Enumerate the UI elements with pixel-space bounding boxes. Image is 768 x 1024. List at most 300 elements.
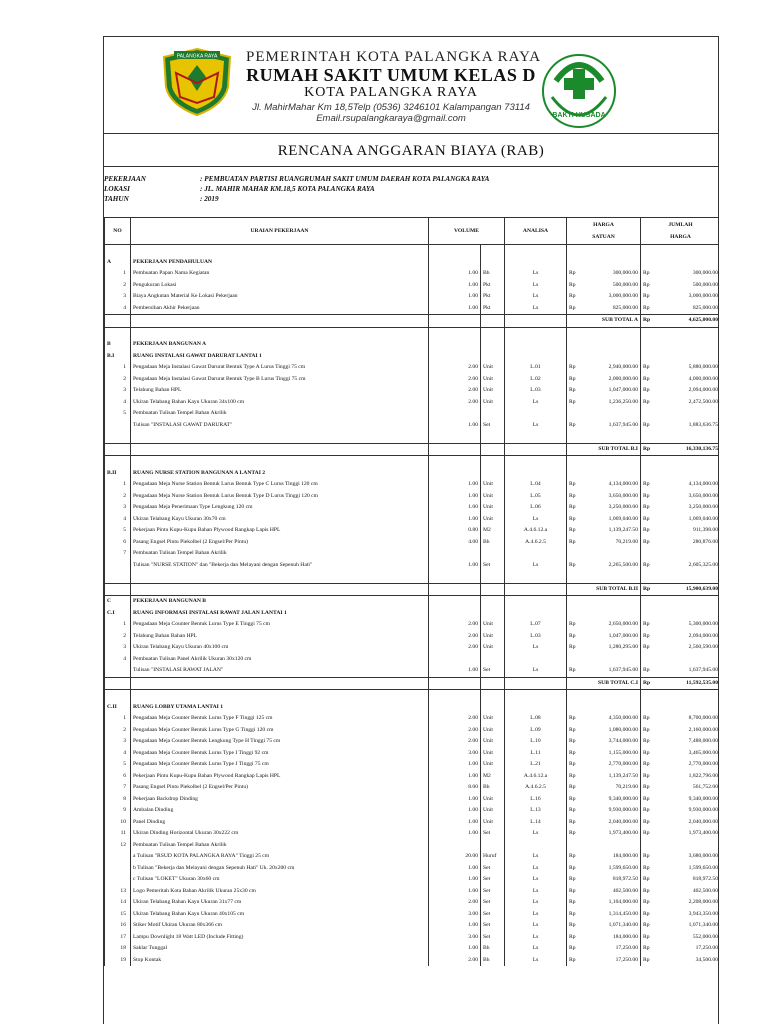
table-row (105, 502, 720, 514)
empty-cell (505, 702, 567, 714)
item-unit-price: 1,139,247.50 (583, 525, 641, 537)
section-code: C.I (105, 608, 131, 620)
table-row (105, 408, 720, 420)
item-total-price: 34,500.00 (655, 955, 720, 967)
item-unit: Bh (481, 268, 505, 280)
empty-cell (505, 257, 567, 269)
item-total-price: 2,472,500.00 (655, 397, 720, 409)
item-volume: 8.00 (429, 782, 481, 794)
item-total-currency: Rp (641, 502, 655, 514)
item-description: Ambalan Dinding (131, 805, 429, 817)
item-unit-price: 402,500.00 (583, 886, 641, 898)
item-price-currency: Rp (567, 805, 583, 817)
item-unit-price: 17,250.00 (583, 955, 641, 967)
table-row (105, 548, 720, 560)
section-header-row (105, 468, 720, 480)
empty-cell (655, 702, 720, 714)
item-unit-price: 9,930,000.00 (583, 805, 641, 817)
item-unit-price (583, 548, 641, 560)
table-row (105, 642, 720, 654)
item-number: 10 (105, 817, 131, 829)
item-volume: 1.00 (429, 863, 481, 875)
table-row (105, 713, 720, 725)
item-unit-price: 2,000,000.00 (583, 374, 641, 386)
header-no: NO (105, 218, 131, 245)
empty-cell (429, 583, 481, 596)
blank-cell (481, 690, 505, 702)
item-unit-price (583, 654, 641, 666)
item-description: Pengadaan Meja Instalasi Gawat Darurat Bentuk Type A Lurus Tinggi 75 cm (131, 362, 429, 374)
item-analisa: Ls (505, 665, 567, 677)
blank-cell (583, 456, 641, 468)
item-volume: 3.00 (429, 932, 481, 944)
empty-cell (429, 443, 481, 456)
item-total-price: 300,000.00 (655, 268, 720, 280)
blank-cell (505, 571, 567, 583)
subtotal-amount: 4,625,000.00 (655, 315, 720, 328)
item-unit: Set (481, 665, 505, 677)
empty-cell (583, 608, 641, 620)
blank-cell (429, 456, 481, 468)
item-total-price: 3,943,350.00 (655, 909, 720, 921)
blank-cell (105, 327, 131, 339)
item-description: Pengadaan Meja Counter Bentuk Lurus Type G Tinggi 120 cm (131, 725, 429, 737)
item-volume: 1.00 (429, 828, 481, 840)
subtotal-currency: Rp (641, 677, 655, 690)
header-uraian: URAIAN PEKERJAAN (131, 218, 429, 245)
blank-cell (567, 327, 583, 339)
item-price-currency: Rp (567, 491, 583, 503)
blank-cell (641, 571, 655, 583)
item-price-currency (567, 840, 583, 852)
section-code: B (105, 339, 131, 351)
item-total-price: 2,770,000.00 (655, 759, 720, 771)
item-analisa: L.08 (505, 713, 567, 725)
item-number: 2 (105, 491, 131, 503)
item-volume: 2.00 (429, 713, 481, 725)
blank-cell (429, 431, 481, 443)
table-header-row (105, 218, 720, 245)
empty-cell (641, 596, 655, 608)
item-unit: Set (481, 932, 505, 944)
section-title: RUANG INFORMASI INSTALASI RAWAT JALAN LANTAI 1 (131, 608, 429, 620)
blank-cell (481, 245, 505, 257)
item-total-currency: Rp (641, 491, 655, 503)
item-description: Stiker Motif Ukiran Ukuran 80x366 cm (131, 920, 429, 932)
empty-cell (641, 339, 655, 351)
item-unit: Unit (481, 713, 505, 725)
header-jumlah-harga (641, 218, 720, 245)
item-unit-price: 70,219.00 (583, 537, 641, 549)
item-unit: Unit (481, 794, 505, 806)
item-price-currency: Rp (567, 420, 583, 432)
item-number: 7 (105, 548, 131, 560)
item-description: Pembuatan Tulisan Tempel Bahan Akrilik (131, 548, 429, 560)
item-price-currency: Rp (567, 713, 583, 725)
blank-row (105, 327, 720, 339)
item-total-currency: Rp (641, 725, 655, 737)
item-description: Pembersihan Akhir Pekerjaan (131, 303, 429, 315)
subtotal-amount: 15,900,639.00 (655, 583, 720, 596)
item-analisa: Ls (505, 828, 567, 840)
item-unit-price: 1,314,450.00 (583, 909, 641, 921)
blank-cell (429, 690, 481, 702)
table-row (105, 268, 720, 280)
blank-cell (655, 690, 720, 702)
section-header-row (105, 596, 720, 608)
item-analisa: Ls (505, 874, 567, 886)
item-price-currency: Rp (567, 362, 583, 374)
item-volume: 1.00 (429, 291, 481, 303)
table-row (105, 759, 720, 771)
item-unit-price: 1,973,400.00 (583, 828, 641, 840)
item-unit: Unit (481, 642, 505, 654)
subtotal-row (105, 315, 720, 328)
item-description: Pembuatan Tulisan Panel Akrilik Ukuran 30x120 cm (131, 654, 429, 666)
item-analisa: L.04 (505, 479, 567, 491)
item-total-price: 3,650,000.00 (655, 491, 720, 503)
empty-cell (655, 339, 720, 351)
item-unit (481, 548, 505, 560)
table-row (105, 479, 720, 491)
item-number: 8 (105, 794, 131, 806)
empty-cell (481, 339, 505, 351)
blank-cell (131, 456, 429, 468)
item-total-price: 825,000.00 (655, 303, 720, 315)
item-total-price: 5,880,000.00 (655, 362, 720, 374)
item-price-currency: Rp (567, 817, 583, 829)
empty-cell (583, 596, 641, 608)
item-volume: 2.00 (429, 397, 481, 409)
item-total-price: 1,071,340.00 (655, 920, 720, 932)
meta-label-tahun: TAHUN (104, 195, 129, 203)
item-unit: Pkt (481, 303, 505, 315)
empty-cell (481, 583, 505, 596)
item-total-currency: Rp (641, 828, 655, 840)
item-analisa: L.02 (505, 374, 567, 386)
item-volume: 1.00 (429, 479, 481, 491)
section-title: RUANG LOBBY UTAMA LANTAI 1 (131, 702, 429, 714)
blank-cell (105, 456, 131, 468)
table-row (105, 932, 720, 944)
item-unit-price (583, 408, 641, 420)
item-volume: 1.00 (429, 874, 481, 886)
section-title: PEKERJAAN BANGUNAN A (131, 339, 429, 351)
item-total-currency: Rp (641, 537, 655, 549)
item-volume: 2.00 (429, 362, 481, 374)
item-volume (429, 408, 481, 420)
item-unit: Unit (481, 374, 505, 386)
item-price-currency: Rp (567, 828, 583, 840)
item-volume: 1.00 (429, 665, 481, 677)
item-analisa: Ls (505, 303, 567, 315)
item-unit: Unit (481, 385, 505, 397)
item-description: Pasang Engsel Pintu Piekolbel (2 Engsel/Per Pintu) (131, 782, 429, 794)
empty-cell (131, 677, 429, 690)
empty-cell (567, 443, 583, 456)
section-title: RUANG NURSE STATION BANGUNAN A LANTAI 2 (131, 468, 429, 480)
item-number (105, 560, 131, 572)
empty-cell (641, 351, 655, 363)
item-volume: 3.00 (429, 909, 481, 921)
item-unit: Set (481, 920, 505, 932)
section-code: C (105, 596, 131, 608)
item-analisa: L.03 (505, 631, 567, 643)
item-analisa: L.21 (505, 759, 567, 771)
table-row (105, 537, 720, 549)
item-price-currency (567, 654, 583, 666)
item-analisa: Ls (505, 909, 567, 921)
item-price-currency: Rp (567, 537, 583, 549)
blank-cell (655, 327, 720, 339)
item-total-currency: Rp (641, 385, 655, 397)
section-header-row (105, 339, 720, 351)
blank-cell (641, 327, 655, 339)
item-unit-price: 1,069,040.00 (583, 514, 641, 526)
item-price-currency: Rp (567, 374, 583, 386)
item-unit-price: 1,280,295.00 (583, 642, 641, 654)
item-unit: Unit (481, 817, 505, 829)
empty-cell (105, 443, 131, 456)
item-analisa: A.4.6.12.a (505, 525, 567, 537)
item-number: 17 (105, 932, 131, 944)
blank-cell (583, 431, 641, 443)
table-row (105, 525, 720, 537)
item-description: Pengadaan Meja Nurse Station Bentuk Lurus Bentuk Type D Lurus Tinggi 120 cm (131, 491, 429, 503)
item-unit: Unit (481, 514, 505, 526)
table-row (105, 943, 720, 955)
item-total-price: 5,300,000.00 (655, 619, 720, 631)
item-unit-price: 184,000.00 (583, 932, 641, 944)
empty-cell (655, 468, 720, 480)
subtotal-row (105, 443, 720, 456)
item-unit: Bh (481, 943, 505, 955)
item-number (105, 665, 131, 677)
empty-cell (105, 315, 131, 328)
blank-cell (105, 245, 131, 257)
item-number: 4 (105, 514, 131, 526)
item-analisa: Ls (505, 268, 567, 280)
blank-row (105, 456, 720, 468)
item-total-price (655, 840, 720, 852)
item-number: 1 (105, 268, 131, 280)
item-total-price: 552,000.00 (655, 932, 720, 944)
item-total-price: 2,094,000.00 (655, 631, 720, 643)
item-unit-price: 3,744,000.00 (583, 736, 641, 748)
item-volume: 2.00 (429, 631, 481, 643)
item-description: Pengadaan Meja Counter Bentuk Lurus Type J Tinggi 75 cm (131, 759, 429, 771)
table-row (105, 909, 720, 921)
item-analisa: L.14 (505, 817, 567, 829)
blank-row (105, 431, 720, 443)
empty-cell (505, 315, 567, 328)
item-total-price: 2,094,000.00 (655, 385, 720, 397)
empty-cell (481, 596, 505, 608)
blank-cell (131, 690, 429, 702)
item-price-currency: Rp (567, 560, 583, 572)
blank-cell (505, 690, 567, 702)
item-price-currency: Rp (567, 642, 583, 654)
item-unit-price: 3,650,000.00 (583, 491, 641, 503)
item-total-price: 280,876.00 (655, 537, 720, 549)
item-total-currency: Rp (641, 874, 655, 886)
item-number: 2 (105, 280, 131, 292)
blank-cell (481, 456, 505, 468)
empty-cell (429, 339, 481, 351)
item-total-currency: Rp (641, 782, 655, 794)
item-analisa: L.07 (505, 619, 567, 631)
item-price-currency: Rp (567, 886, 583, 898)
subtotal-currency: Rp (641, 315, 655, 328)
item-description: b Tulisan "Bekerja dan Melayani dengan Sepenuh Hati" Uk. 20x200 cm (131, 863, 429, 875)
item-total-price: 561,752.00 (655, 782, 720, 794)
item-unit: Set (481, 909, 505, 921)
header-analisa: ANALISA (505, 218, 567, 245)
blank-cell (567, 690, 583, 702)
item-price-currency: Rp (567, 268, 583, 280)
item-number: 3 (105, 291, 131, 303)
item-unit: Set (481, 420, 505, 432)
blank-cell (641, 245, 655, 257)
item-price-currency: Rp (567, 771, 583, 783)
header-jumlah-line1: JUMLAH (668, 222, 693, 228)
empty-cell (567, 596, 583, 608)
item-description: Pembuatan Papan Nama Kegiatan (131, 268, 429, 280)
item-total-currency: Rp (641, 268, 655, 280)
item-unit-price: 500,000.00 (583, 280, 641, 292)
document-title: RENCANA ANGGARAN BIAYA (RAB) (277, 143, 545, 159)
header-harga-line1: HARGA (593, 222, 614, 228)
empty-cell (105, 583, 131, 596)
item-volume (429, 654, 481, 666)
table-row (105, 654, 720, 666)
empty-cell (131, 315, 429, 328)
item-unit-price (583, 840, 641, 852)
item-analisa: Ls (505, 397, 567, 409)
empty-cell (567, 339, 583, 351)
item-total-price: 8,700,000.00 (655, 713, 720, 725)
item-total-price: 4,000,000.00 (655, 374, 720, 386)
item-volume: 1.00 (429, 491, 481, 503)
blank-cell (641, 431, 655, 443)
item-price-currency: Rp (567, 479, 583, 491)
item-unit-price: 2,650,000.00 (583, 619, 641, 631)
item-total-currency: Rp (641, 920, 655, 932)
item-price-currency: Rp (567, 502, 583, 514)
item-number: 4 (105, 748, 131, 760)
item-unit-price: 1,236,250.00 (583, 397, 641, 409)
item-price-currency: Rp (567, 665, 583, 677)
item-number: 3 (105, 736, 131, 748)
empty-cell (481, 702, 505, 714)
empty-cell (641, 608, 655, 620)
item-number: 9 (105, 805, 131, 817)
item-price-currency: Rp (567, 725, 583, 737)
item-number: 2 (105, 631, 131, 643)
item-total-currency: Rp (641, 736, 655, 748)
blank-cell (105, 571, 131, 583)
item-number: 2 (105, 374, 131, 386)
blank-cell (567, 571, 583, 583)
item-price-currency: Rp (567, 920, 583, 932)
item-price-currency: Rp (567, 631, 583, 643)
table-row (105, 828, 720, 840)
item-number: 1 (105, 479, 131, 491)
blank-cell (481, 571, 505, 583)
table-body (105, 245, 720, 967)
item-unit: Unit (481, 631, 505, 643)
table-row (105, 362, 720, 374)
item-price-currency: Rp (567, 397, 583, 409)
item-analisa: Ls (505, 897, 567, 909)
table-row (105, 631, 720, 643)
item-total-price: 9,340,000.00 (655, 794, 720, 806)
blank-cell (105, 690, 131, 702)
blank-cell (583, 571, 641, 583)
table-row (105, 397, 720, 409)
rab-table (104, 217, 719, 966)
section-title: PEKERJAAN PENDAHULUAN (131, 257, 429, 269)
table-row (105, 665, 720, 677)
item-total-price: 911,398.00 (655, 525, 720, 537)
item-description: Pengadaan Meja Nurse Station Bentuk Lurus Bentuk Type C Lurus Tinggi 120 cm (131, 479, 429, 491)
empty-cell (481, 315, 505, 328)
empty-cell (567, 315, 583, 328)
item-volume: 3.00 (429, 748, 481, 760)
item-total-currency (641, 654, 655, 666)
item-description: Pengadaan Meja Counter Bentuk Lengkung Type H Tinggi 75 cm (131, 736, 429, 748)
item-description: Tulisan "INSTALASI RAWAT JALAN" (131, 665, 429, 677)
item-unit-price: 1,104,000.00 (583, 897, 641, 909)
empty-cell (505, 351, 567, 363)
item-volume: 1.00 (429, 420, 481, 432)
item-total-price: 2,160,000.00 (655, 725, 720, 737)
item-number: 18 (105, 943, 131, 955)
item-description: Lampu Downlight 18 Watt LED (Include Fitting) (131, 932, 429, 944)
blank-cell (583, 245, 641, 257)
empty-cell (505, 596, 567, 608)
section-header-row (105, 351, 720, 363)
item-total-price (655, 654, 720, 666)
meta-value-pekerjaan: : PEMBUATAN PARTISI RUANGRUMAH SAKIT UMUM DAERAH KOTA PALANGKA RAYA (200, 175, 490, 183)
table-row (105, 805, 720, 817)
blank-cell (655, 571, 720, 583)
item-unit: Bh (481, 782, 505, 794)
item-total-currency: Rp (641, 886, 655, 898)
item-total-currency: Rp (641, 362, 655, 374)
government-name: PEMERINTAH KOTA PALANGKA RAYA (246, 49, 542, 65)
item-analisa: L.11 (505, 748, 567, 760)
item-unit: Unit (481, 759, 505, 771)
item-unit-price: 2,265,500.00 (583, 560, 641, 572)
item-number (105, 874, 131, 886)
empty-cell (583, 702, 641, 714)
section-header-row (105, 608, 720, 620)
item-volume (429, 548, 481, 560)
empty-cell (583, 468, 641, 480)
table-row (105, 291, 720, 303)
item-description: Pasang Engsel Pintu Piekolbel (2 Engsel/Per Pintu) (131, 537, 429, 549)
item-unit-price: 3,000,000.00 (583, 291, 641, 303)
item-unit: Set (481, 886, 505, 898)
blank-cell (567, 431, 583, 443)
empty-cell (429, 702, 481, 714)
empty-cell (429, 596, 481, 608)
item-total-currency: Rp (641, 748, 655, 760)
item-analisa (505, 840, 567, 852)
item-volume: 2.00 (429, 619, 481, 631)
empty-cell (655, 608, 720, 620)
